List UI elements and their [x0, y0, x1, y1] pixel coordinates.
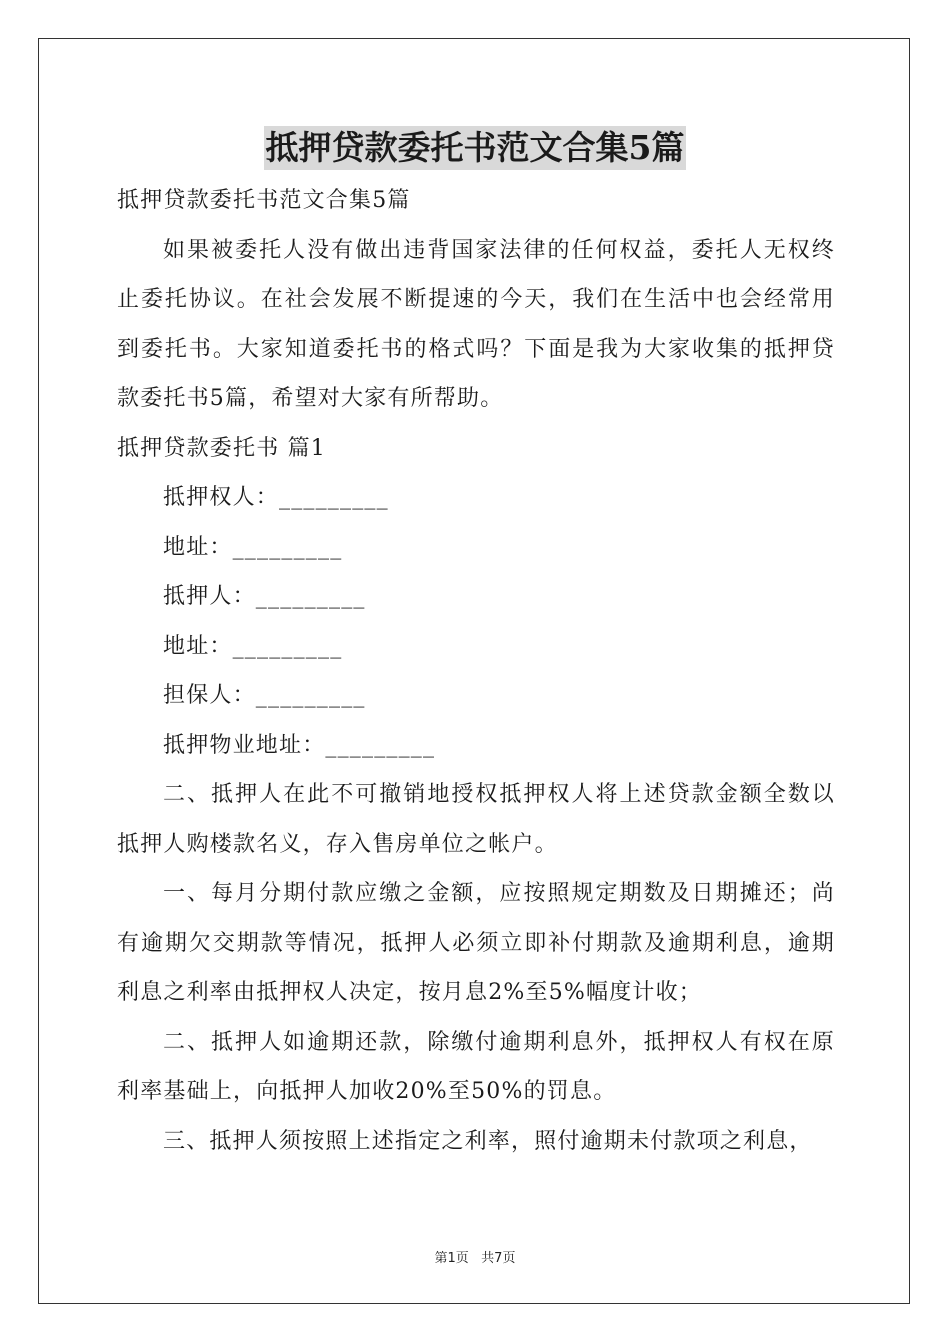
field-address-1: 地址：_________ — [163, 534, 343, 560]
section-heading: 抵押贷款委托书 篇1 — [117, 435, 326, 461]
field-address-2: 地址：_________ — [163, 633, 343, 659]
field-property-address: 抵押物业地址：_________ — [163, 732, 436, 758]
clause-paragraph: 一、每月分期付款应缴之金额，应按照规定期数及日期摊还；尚有逾期欠交期款等情况，抵押人必须立即补付期款及逾期利息，逾期利息之利率由抵押权人决定，按月息2%至5%幅度计收； — [117, 881, 835, 1005]
document-body — [117, 176, 835, 1166]
clause-paragraph: 二、抵押人如逾期还款，除缴付逾期利息外，抵押权人有权在原利率基础上，向抵押人加收20%至50%的罚息。 — [117, 1029, 835, 1104]
title-container — [0, 126, 950, 170]
field-mortgagor: 抵押人：_________ — [163, 584, 366, 609]
intro-paragraph: 如果被委托人没有做出违背国家法律的任何权益，委托人无权终止委托协议。在社会发展不断提速的今天，我们在生活中也会经常用到委托书。大家知道委托书的格式吗？下面是我为大家收集的抵押贷款委托书5篇，希望对大家有所帮助。 — [117, 237, 835, 411]
clause-paragraph: 三、抵押人须按照上述指定之利率，照付逾期未付款项之利息， — [163, 1128, 813, 1154]
clause-paragraph: 二、抵押人在此不可撤销地授权抵押权人将上述贷款金额全数以抵押人购楼款名义，存入售房单位之帐户。 — [117, 782, 835, 857]
field-guarantor: 担保人：_________ — [163, 683, 366, 708]
document-title: 抵押贷款委托书范文合集5篇 — [264, 126, 687, 170]
document-subtitle: 抵押贷款委托书范文合集5篇 — [117, 188, 411, 213]
page-footer — [0, 1247, 950, 1266]
page-number: 第1页 共7页 — [434, 1251, 516, 1266]
field-mortgagee: 抵押权人：_________ — [163, 485, 389, 510]
